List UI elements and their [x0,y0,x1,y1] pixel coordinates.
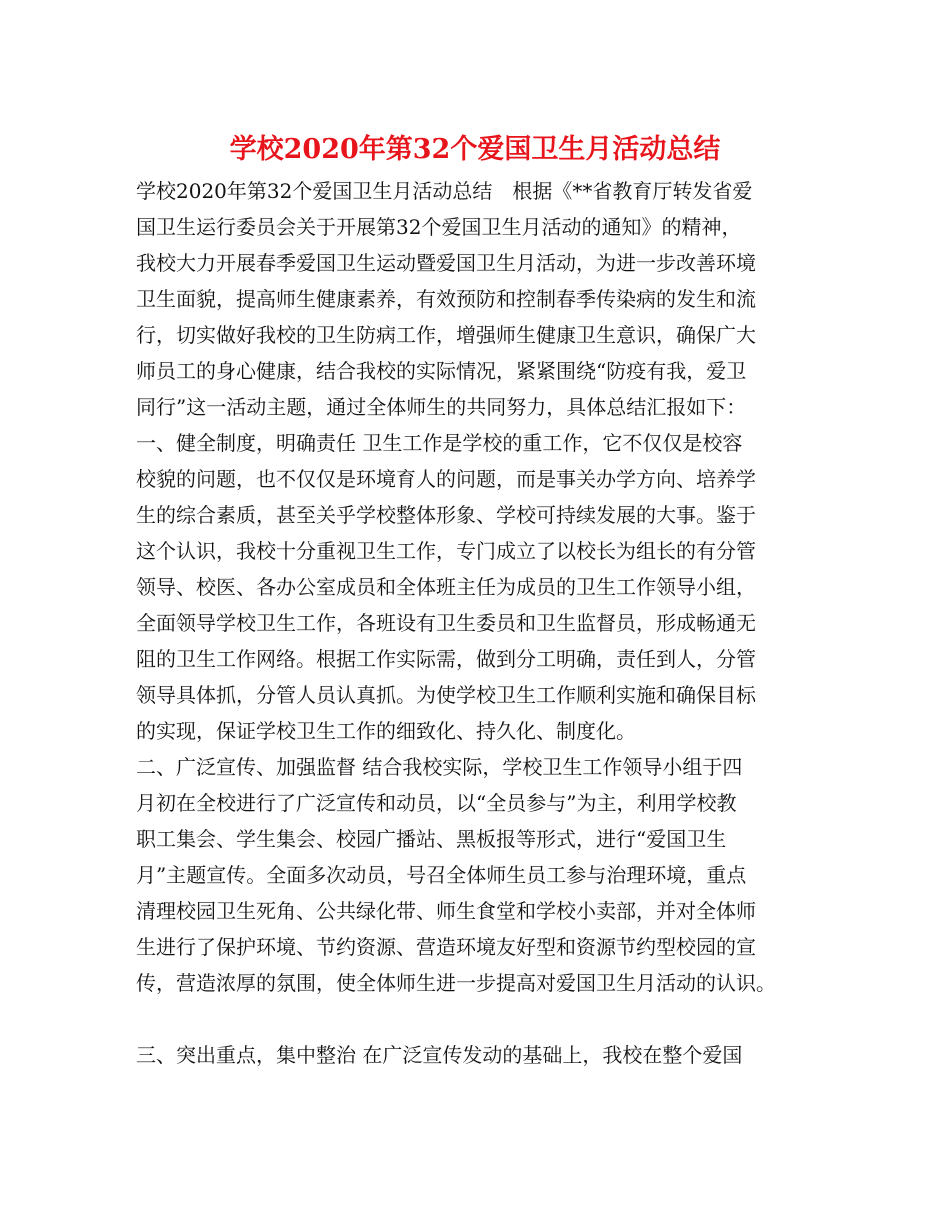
body-line: 领导、校医、各办公室成员和全体班主任为成员的卫生工作领导小组， [136,575,756,599]
document-title: 学校2020年第32个爱国卫生月活动总结 [229,134,721,165]
body-line: 师员工的身心健康，结合我校的实际情况，紧紧围绕“防疫有我，爱卫 [136,359,747,383]
body-line: 卫生面貌，提高师生健康素养，有效预防和控制春季传染病的发生和流 [136,287,756,311]
body-line: 我校大力开展春季爱国卫生运动暨爱国卫生月活动，为进一步改善环境 [136,251,756,275]
body-line: 月初在全校进行了广泛宣传和动员，以“全员参与”为主，利用学校教 [136,791,737,815]
section-heading-line: 三、突出重点，集中整治 在广泛宣传发动的基础上，我校在整个爱国 [136,1043,743,1067]
body-line: 国卫生运行委员会关于开展第32个爱国卫生月活动的通知》的精神， [136,215,742,239]
body-line: 全面领导学校卫生工作，各班设有卫生委员和卫生监督员，形成畅通无 [136,611,756,635]
body-line: 传，营造浓厚的氛围，使全体师生进一步提高对爱国卫生月活动的认识。 [136,971,776,995]
body-line: 职工集会、学生集会、校园广播站、黑板报等形式，进行“爱国卫生 [136,827,727,851]
section-heading-line: 一、健全制度，明确责任 卫生工作是学校的重工作，它不仅仅是校容 [136,431,743,455]
body-line: 生的综合素质，甚至关乎学校整体形象、学校可持续发展的大事。鉴于 [136,503,756,527]
body-line: 的实现，保证学校卫生工作的细致化、持久化、制度化。 [136,719,636,743]
blank-line [136,1001,836,1037]
body-line: 月”主题宣传。全面多次动员，号召全体师生员工参与治理环境，重点 [136,863,747,887]
section-heading-line: 二、广泛宣传、加强监督 结合我校实际，学校卫生工作领导小组于四 [136,755,743,779]
body-line: 清理校园卫生死角、公共绿化带、师生食堂和学校小卖部，并对全体师 [136,899,756,923]
body-line: 生进行了保护环境、节约资源、营造环境友好型和资源节约型校园的宣 [136,935,756,959]
body-line: 领导具体抓，分管人员认真抓。为使学校卫生工作顺利实施和确保目标 [136,683,756,707]
body-line: 学校2020年第32个爱国卫生月活动总结 根据《**省教育厅转发省爱 [136,179,753,203]
body-line: 同行”这一活动主题，通过全体师生的共同努力，具体总结汇报如下： [136,395,747,419]
body-line: 行，切实做好我校的卫生防病工作，增强师生健康卫生意识，确保广大 [136,323,756,347]
body-line: 阻的卫生工作网络。根据工作实际需，做到分工明确，责任到人，分管 [136,647,756,671]
body-line: 校貌的问题，也不仅仅是环境育人的问题，而是事关办学方向、培养学 [136,467,756,491]
document-body [136,173,836,1073]
body-line: 这个认识，我校十分重视卫生工作，专门成立了以校长为组长的有分管 [136,539,756,563]
